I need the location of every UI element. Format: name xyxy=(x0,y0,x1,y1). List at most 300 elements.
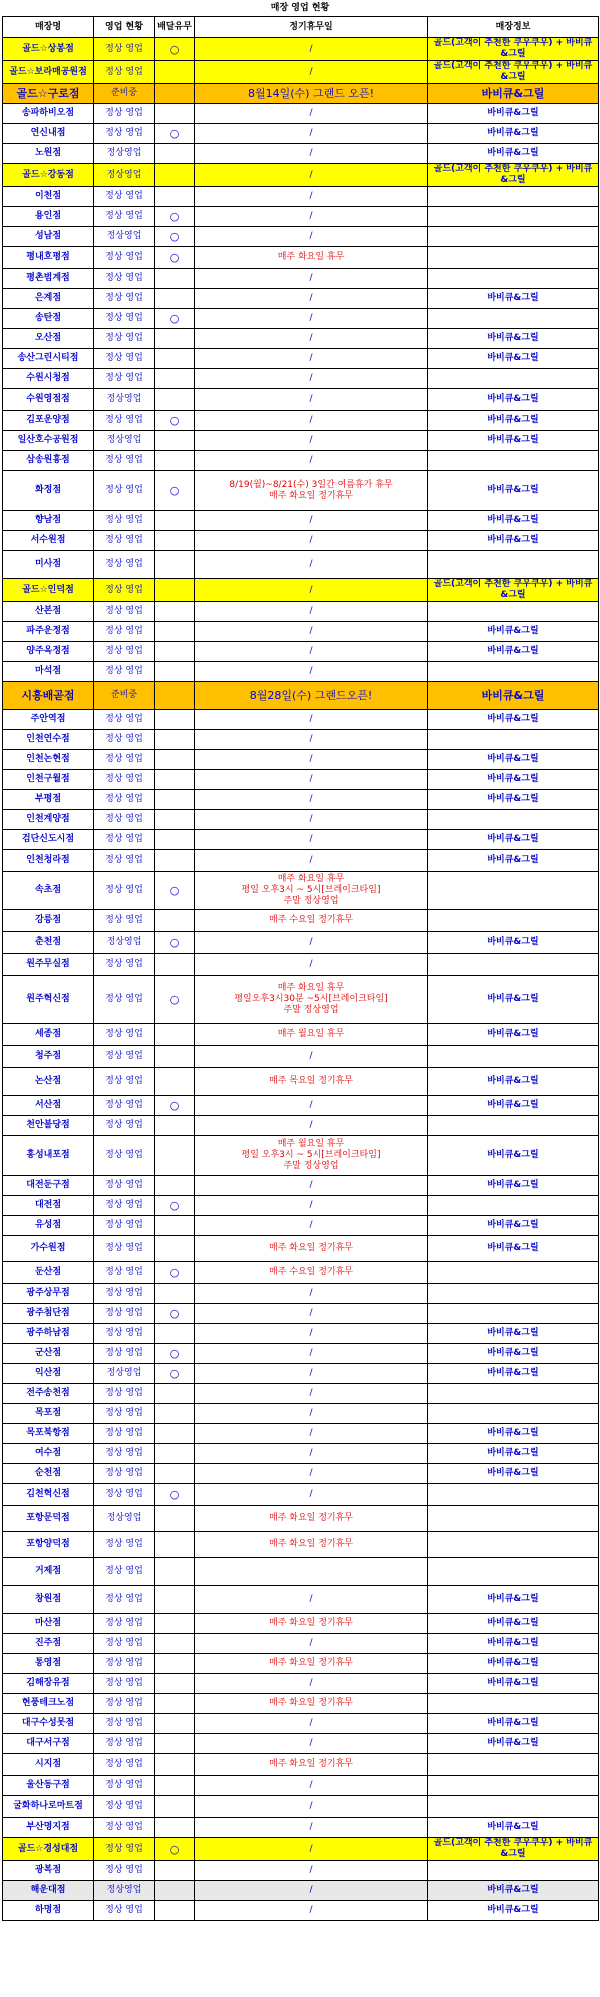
holiday-cell: 매주 화요일 정기휴무 xyxy=(195,1532,428,1558)
delivery-cell xyxy=(155,1694,195,1714)
table-row xyxy=(3,1558,599,1586)
store-name-cell: 마산점 xyxy=(3,1614,94,1634)
holiday-cell: / xyxy=(195,431,428,451)
status-cell: 정상영업 xyxy=(94,431,155,451)
delivery-cell xyxy=(155,1384,195,1404)
store-info-cell: 바비큐&그릴 xyxy=(428,289,599,309)
status-cell: 정상 영업 xyxy=(94,872,155,910)
status-cell: 정상 영업 xyxy=(94,1674,155,1694)
store-info-cell: 골드(고객이 추천한 쿠우쿠우) + 바비큐&그릴 xyxy=(428,38,599,61)
table-row xyxy=(3,579,599,602)
status-cell: 정상 영업 xyxy=(94,976,155,1024)
delivery-cell xyxy=(155,104,195,124)
store-info-cell: 바비큐&그릴 xyxy=(428,531,599,551)
status-cell: 정상 영업 xyxy=(94,954,155,976)
store-name-cell: 광주하남점 xyxy=(3,1324,94,1344)
table-row xyxy=(3,790,599,810)
store-name-cell: 세종점 xyxy=(3,1024,94,1046)
store-info-cell: 바비큐&그릴 xyxy=(428,1096,599,1116)
holiday-cell: / xyxy=(195,349,428,369)
delivery-cell xyxy=(155,1614,195,1634)
store-name-cell: 삼송원흥점 xyxy=(3,451,94,471)
store-info-cell xyxy=(428,1558,599,1586)
delivery-cell xyxy=(155,1586,195,1614)
table-row xyxy=(3,38,599,61)
status-cell: 정상 영업 xyxy=(94,810,155,830)
holiday-cell: / xyxy=(195,622,428,642)
holiday-cell: / xyxy=(195,602,428,622)
store-name-cell: 골드☆상봉점 xyxy=(3,38,94,61)
status-cell: 정상 영업 xyxy=(94,1634,155,1654)
store-name-cell: 골드☆인덕점 xyxy=(3,579,94,602)
status-cell: 정상 영업 xyxy=(94,124,155,144)
store-info-cell: 바비큐&그릴 xyxy=(428,1444,599,1464)
store-name-cell: 군산점 xyxy=(3,1344,94,1364)
holiday-cell: / xyxy=(195,1324,428,1344)
holiday-cell: / xyxy=(195,1818,428,1838)
delivery-cell xyxy=(155,1464,195,1484)
store-info-cell: 바비큐&그릴 xyxy=(428,1901,599,1921)
delivery-cell xyxy=(155,1754,195,1776)
holiday-cell: 매주 수요일 정기휴무 xyxy=(195,1262,428,1284)
store-info-cell: 바비큐&그릴 xyxy=(428,1586,599,1614)
header-row xyxy=(3,17,599,38)
store-info-cell xyxy=(428,1694,599,1714)
store-name-cell: 부평점 xyxy=(3,790,94,810)
holiday-cell: / xyxy=(195,104,428,124)
delivery-cell xyxy=(155,187,195,207)
store-name-cell: 목포점 xyxy=(3,1404,94,1424)
delivery-cell xyxy=(155,1024,195,1046)
status-cell: 정상 영업 xyxy=(94,1838,155,1861)
holiday-cell: / xyxy=(195,187,428,207)
header-holiday: 정기휴무일 xyxy=(195,17,428,38)
holiday-cell: / xyxy=(195,1674,428,1694)
status-cell: 정상 영업 xyxy=(94,61,155,84)
table-row xyxy=(3,61,599,84)
status-cell: 정상 영업 xyxy=(94,471,155,511)
status-cell: 정상 영업 xyxy=(94,1464,155,1484)
holiday-cell: / xyxy=(195,770,428,790)
table-row xyxy=(3,247,599,269)
delivery-cell xyxy=(155,389,195,411)
status-cell: 정상 영업 xyxy=(94,309,155,329)
store-name-cell: 해운대점 xyxy=(3,1881,94,1901)
delivery-cell xyxy=(155,1236,195,1262)
store-info-cell: 바비큐&그릴 xyxy=(428,1634,599,1654)
header-store-name: 매장명 xyxy=(3,17,94,38)
table-row xyxy=(3,1734,599,1754)
status-cell: 정상 영업 xyxy=(94,1262,155,1284)
store-info-cell xyxy=(428,1861,599,1881)
table-row xyxy=(3,810,599,830)
table-row xyxy=(3,227,599,247)
table-row xyxy=(3,1116,599,1136)
table-row xyxy=(3,104,599,124)
store-name-cell: 골드☆경성대점 xyxy=(3,1838,94,1861)
status-cell: 정상 영업 xyxy=(94,642,155,662)
store-name-cell: 대구서구점 xyxy=(3,1734,94,1754)
status-cell: 정상 영업 xyxy=(94,1586,155,1614)
holiday-cell: 매주 수요일 정기휴무 xyxy=(195,910,428,932)
store-name-cell: 포항문덕점 xyxy=(3,1506,94,1532)
table-row xyxy=(3,451,599,471)
holiday-cell: / xyxy=(195,164,428,187)
store-info-cell: 바비큐&그릴 xyxy=(428,1818,599,1838)
delivery-cell xyxy=(155,1324,195,1344)
store-name-cell: 평내호평점 xyxy=(3,247,94,269)
delivery-cell xyxy=(155,1424,195,1444)
holiday-cell xyxy=(195,1558,428,1586)
store-info-cell: 바비큐&그릴 xyxy=(428,1364,599,1384)
delivery-cell xyxy=(155,622,195,642)
table-row xyxy=(3,164,599,187)
store-info-cell: 바비큐&그릴 xyxy=(428,124,599,144)
holiday-cell: / xyxy=(195,954,428,976)
status-cell: 정상영업 xyxy=(94,164,155,187)
delivery-cell xyxy=(155,511,195,531)
header-status: 영업 현황 xyxy=(94,17,155,38)
delivery-cell xyxy=(155,269,195,289)
store-name-cell: 광복점 xyxy=(3,1861,94,1881)
store-info-cell: 바비큐&그릴 xyxy=(428,1464,599,1484)
table-row xyxy=(3,1614,599,1634)
status-cell: 정상 영업 xyxy=(94,1284,155,1304)
holiday-cell: / xyxy=(195,1176,428,1196)
store-info-cell: 바비큐&그릴 xyxy=(428,642,599,662)
store-name-cell: 양주옥정점 xyxy=(3,642,94,662)
holiday-cell: 8월14일(수) 그랜드 오픈! xyxy=(195,84,428,104)
holiday-cell: / xyxy=(195,1634,428,1654)
delivery-cell xyxy=(155,770,195,790)
delivery-cell xyxy=(155,1734,195,1754)
delivery-cell xyxy=(155,602,195,622)
delivery-cell xyxy=(155,830,195,850)
holiday-cell: 매주 화요일 정기휴무 xyxy=(195,1694,428,1714)
store-name-cell: 이천점 xyxy=(3,187,94,207)
table-row xyxy=(3,872,599,910)
store-name-cell: 김천혁신점 xyxy=(3,1484,94,1506)
store-info-cell: 바비큐&그릴 xyxy=(428,1344,599,1364)
status-cell: 정상 영업 xyxy=(94,1068,155,1096)
holiday-cell: 매주 화요일 휴무 평일오후3시30분 ~5시[브레이크타임] 주말 정상영업 xyxy=(195,976,428,1024)
store-name-cell: 가수원점 xyxy=(3,1236,94,1262)
holiday-cell: 매주 화요일 정기휴무 xyxy=(195,1754,428,1776)
delivery-cell xyxy=(155,1818,195,1838)
delivery-cell: ○ xyxy=(155,124,195,144)
delivery-cell: ○ xyxy=(155,1096,195,1116)
status-cell: 정상 영업 xyxy=(94,1304,155,1324)
status-cell: 정상영업 xyxy=(94,389,155,411)
holiday-cell: 매주 화요일 휴무 xyxy=(195,247,428,269)
holiday-cell: / xyxy=(195,411,428,431)
table-row xyxy=(3,850,599,872)
table-row xyxy=(3,1364,599,1384)
store-info-cell: 바비큐&그릴 xyxy=(428,770,599,790)
status-cell: 정상 영업 xyxy=(94,1654,155,1674)
store-info-cell: 바비큐&그릴 xyxy=(428,932,599,954)
store-info-cell: 바비큐&그릴 xyxy=(428,710,599,730)
holiday-cell: / xyxy=(195,531,428,551)
store-info-cell: 바비큐&그릴 xyxy=(428,976,599,1024)
table-row xyxy=(3,1344,599,1364)
store-name-cell: 원주무실점 xyxy=(3,954,94,976)
table-row xyxy=(3,1776,599,1796)
store-name-cell: 강릉점 xyxy=(3,910,94,932)
status-cell: 정상 영업 xyxy=(94,1532,155,1558)
holiday-cell: / xyxy=(195,662,428,682)
delivery-cell: ○ xyxy=(155,411,195,431)
status-cell: 정상 영업 xyxy=(94,38,155,61)
table-row xyxy=(3,369,599,389)
table-row xyxy=(3,602,599,622)
holiday-cell: 매주 월요일 휴무 평일 오후3시 ~ 5시[브레이크타임] 주말 정상영업 xyxy=(195,1136,428,1176)
status-cell: 정상 영업 xyxy=(94,622,155,642)
holiday-cell: / xyxy=(195,1734,428,1754)
store-name-cell: 인천연수점 xyxy=(3,730,94,750)
status-cell: 정상 영업 xyxy=(94,790,155,810)
table-row xyxy=(3,1901,599,1921)
status-cell: 정상 영업 xyxy=(94,1818,155,1838)
delivery-cell: ○ xyxy=(155,38,195,61)
holiday-cell: / xyxy=(195,124,428,144)
store-info-cell: 바비큐&그릴 xyxy=(428,1881,599,1901)
table-row xyxy=(3,976,599,1024)
status-cell: 준비중 xyxy=(94,682,155,710)
store-info-cell xyxy=(428,602,599,622)
table-row xyxy=(3,471,599,511)
delivery-cell: ○ xyxy=(155,471,195,511)
table-row xyxy=(3,1654,599,1674)
holiday-cell: / xyxy=(195,1838,428,1861)
delivery-cell xyxy=(155,431,195,451)
store-name-cell: 향남점 xyxy=(3,511,94,531)
store-info-cell: 바비큐&그릴 xyxy=(428,622,599,642)
store-name-cell: 목포북항점 xyxy=(3,1424,94,1444)
store-info-cell xyxy=(428,269,599,289)
delivery-cell xyxy=(155,1136,195,1176)
holiday-cell: / xyxy=(195,850,428,872)
delivery-cell xyxy=(155,850,195,872)
status-cell: 정상 영업 xyxy=(94,1344,155,1364)
holiday-cell: / xyxy=(195,1284,428,1304)
status-cell: 정상영업 xyxy=(94,227,155,247)
store-name-cell: 광주상무점 xyxy=(3,1284,94,1304)
delivery-cell: ○ xyxy=(155,976,195,1024)
delivery-cell: ○ xyxy=(155,309,195,329)
holiday-cell: / xyxy=(195,1881,428,1901)
store-name-cell: 인천청라점 xyxy=(3,850,94,872)
delivery-cell: ○ xyxy=(155,247,195,269)
status-cell: 정상 영업 xyxy=(94,1714,155,1734)
status-cell: 정상영업 xyxy=(94,1881,155,1901)
delivery-cell xyxy=(155,1068,195,1096)
store-name-cell: 현풍테크노점 xyxy=(3,1694,94,1714)
store-info-cell: 바비큐&그릴 xyxy=(428,84,599,104)
status-cell: 정상 영업 xyxy=(94,1176,155,1196)
holiday-cell: / xyxy=(195,730,428,750)
holiday-cell: / xyxy=(195,1424,428,1444)
store-name-cell: 울산동구점 xyxy=(3,1776,94,1796)
status-cell: 정상 영업 xyxy=(94,1324,155,1344)
store-info-cell: 바비큐&그릴 xyxy=(428,1216,599,1236)
table-row xyxy=(3,1484,599,1506)
store-info-cell: 바비큐&그릴 xyxy=(428,1324,599,1344)
store-name-cell: 서수원점 xyxy=(3,531,94,551)
delivery-cell: ○ xyxy=(155,872,195,910)
store-info-cell xyxy=(428,810,599,830)
store-info-cell: 바비큐&그릴 xyxy=(428,1236,599,1262)
holiday-cell: / xyxy=(195,810,428,830)
holiday-cell: / xyxy=(195,329,428,349)
holiday-cell: 8/19(월)~8/21(수) 3일간 여름휴가 휴무 매주 화요일 정기휴무 xyxy=(195,471,428,511)
status-cell: 정상 영업 xyxy=(94,551,155,579)
holiday-cell: / xyxy=(195,1046,428,1068)
delivery-cell xyxy=(155,1506,195,1532)
delivery-cell xyxy=(155,1654,195,1674)
store-info-cell: 바비큐&그릴 xyxy=(428,1654,599,1674)
status-cell: 정상 영업 xyxy=(94,579,155,602)
holiday-cell: / xyxy=(195,750,428,770)
delivery-cell xyxy=(155,1901,195,1921)
delivery-cell xyxy=(155,1881,195,1901)
holiday-cell: / xyxy=(195,1116,428,1136)
status-cell: 정상 영업 xyxy=(94,710,155,730)
delivery-cell: ○ xyxy=(155,1196,195,1216)
table-row xyxy=(3,710,599,730)
delivery-cell xyxy=(155,1714,195,1734)
store-info-cell xyxy=(428,1196,599,1216)
delivery-cell xyxy=(155,349,195,369)
holiday-cell: / xyxy=(195,642,428,662)
delivery-cell xyxy=(155,730,195,750)
table-row xyxy=(3,511,599,531)
holiday-cell: / xyxy=(195,38,428,61)
status-cell: 정상 영업 xyxy=(94,1424,155,1444)
store-name-cell: 익산점 xyxy=(3,1364,94,1384)
table-row xyxy=(3,349,599,369)
table-row xyxy=(3,622,599,642)
header-store-info: 매장정보 xyxy=(428,17,599,38)
store-info-cell xyxy=(428,1262,599,1284)
table-row xyxy=(3,1196,599,1216)
delivery-cell: ○ xyxy=(155,207,195,227)
store-name-cell: 순천점 xyxy=(3,1464,94,1484)
holiday-cell: 매주 화요일 정기휴무 xyxy=(195,1614,428,1634)
holiday-cell: / xyxy=(195,207,428,227)
delivery-cell xyxy=(155,1776,195,1796)
status-cell: 정상 영업 xyxy=(94,269,155,289)
table-row xyxy=(3,730,599,750)
delivery-cell: ○ xyxy=(155,1344,195,1364)
table-row xyxy=(3,954,599,976)
delivery-cell xyxy=(155,642,195,662)
holiday-cell: / xyxy=(195,790,428,810)
store-info-cell xyxy=(428,247,599,269)
store-name-cell: 산본점 xyxy=(3,602,94,622)
status-cell: 정상 영업 xyxy=(94,662,155,682)
holiday-cell: / xyxy=(195,61,428,84)
store-name-cell: 송산그린시티점 xyxy=(3,349,94,369)
store-info-cell: 바비큐&그릴 xyxy=(428,144,599,164)
status-cell: 정상영업 xyxy=(94,1506,155,1532)
store-info-cell xyxy=(428,309,599,329)
holiday-cell: / xyxy=(195,1901,428,1921)
status-cell: 정상 영업 xyxy=(94,511,155,531)
holiday-cell: 매주 화요일 정기휴무 xyxy=(195,1506,428,1532)
store-info-cell xyxy=(428,1404,599,1424)
table-row xyxy=(3,411,599,431)
delivery-cell xyxy=(155,1861,195,1881)
table-row xyxy=(3,1068,599,1096)
status-cell: 정상 영업 xyxy=(94,247,155,269)
store-info-cell xyxy=(428,1304,599,1324)
delivery-cell: ○ xyxy=(155,227,195,247)
status-cell: 정상 영업 xyxy=(94,451,155,471)
delivery-cell xyxy=(155,1796,195,1818)
store-name-cell: 하명점 xyxy=(3,1901,94,1921)
store-name-cell: 인천논현점 xyxy=(3,750,94,770)
store-info-cell xyxy=(428,662,599,682)
holiday-cell: / xyxy=(195,1096,428,1116)
delivery-cell: ○ xyxy=(155,1364,195,1384)
status-cell: 정상 영업 xyxy=(94,1116,155,1136)
delivery-cell: ○ xyxy=(155,932,195,954)
store-name-cell: 통영점 xyxy=(3,1654,94,1674)
store-info-cell xyxy=(428,1046,599,1068)
table-row xyxy=(3,682,599,710)
table-row xyxy=(3,1404,599,1424)
status-cell: 정상 영업 xyxy=(94,1796,155,1818)
table-row xyxy=(3,770,599,790)
store-info-cell xyxy=(428,1776,599,1796)
holiday-cell: / xyxy=(195,1484,428,1506)
table-row xyxy=(3,207,599,227)
holiday-cell: 매주 화요일 정기휴무 xyxy=(195,1236,428,1262)
delivery-cell xyxy=(155,810,195,830)
delivery-cell xyxy=(155,329,195,349)
store-name-cell: 화정점 xyxy=(3,471,94,511)
delivery-cell xyxy=(155,84,195,104)
store-name-cell: 골드☆구로점 xyxy=(3,84,94,104)
status-cell: 정상영업 xyxy=(94,932,155,954)
store-info-cell: 바비큐&그릴 xyxy=(428,389,599,411)
store-name-cell: 마석점 xyxy=(3,662,94,682)
status-cell: 정상 영업 xyxy=(94,1614,155,1634)
status-cell: 정상 영업 xyxy=(94,349,155,369)
table-row xyxy=(3,187,599,207)
header-delivery: 배달유무 xyxy=(155,17,195,38)
holiday-cell: 8월28일(수) 그랜드오픈! xyxy=(195,682,428,710)
delivery-cell xyxy=(155,790,195,810)
table-row xyxy=(3,1532,599,1558)
status-cell: 정상 영업 xyxy=(94,187,155,207)
table-row xyxy=(3,551,599,579)
store-info-cell: 바비큐&그릴 xyxy=(428,682,599,710)
holiday-cell: / xyxy=(195,1216,428,1236)
table-row xyxy=(3,1324,599,1344)
store-info-cell xyxy=(428,872,599,910)
delivery-cell: ○ xyxy=(155,1838,195,1861)
store-info-cell xyxy=(428,1116,599,1136)
store-name-cell: 청주점 xyxy=(3,1046,94,1068)
status-cell: 정상 영업 xyxy=(94,1734,155,1754)
delivery-cell xyxy=(155,662,195,682)
delivery-cell xyxy=(155,1046,195,1068)
holiday-cell: 매주 화요일 휴무 평일 오후3시 ~ 5시[브레이크타임] 주말 정상영업 xyxy=(195,872,428,910)
delivery-cell xyxy=(155,1176,195,1196)
store-name-cell: 노원점 xyxy=(3,144,94,164)
